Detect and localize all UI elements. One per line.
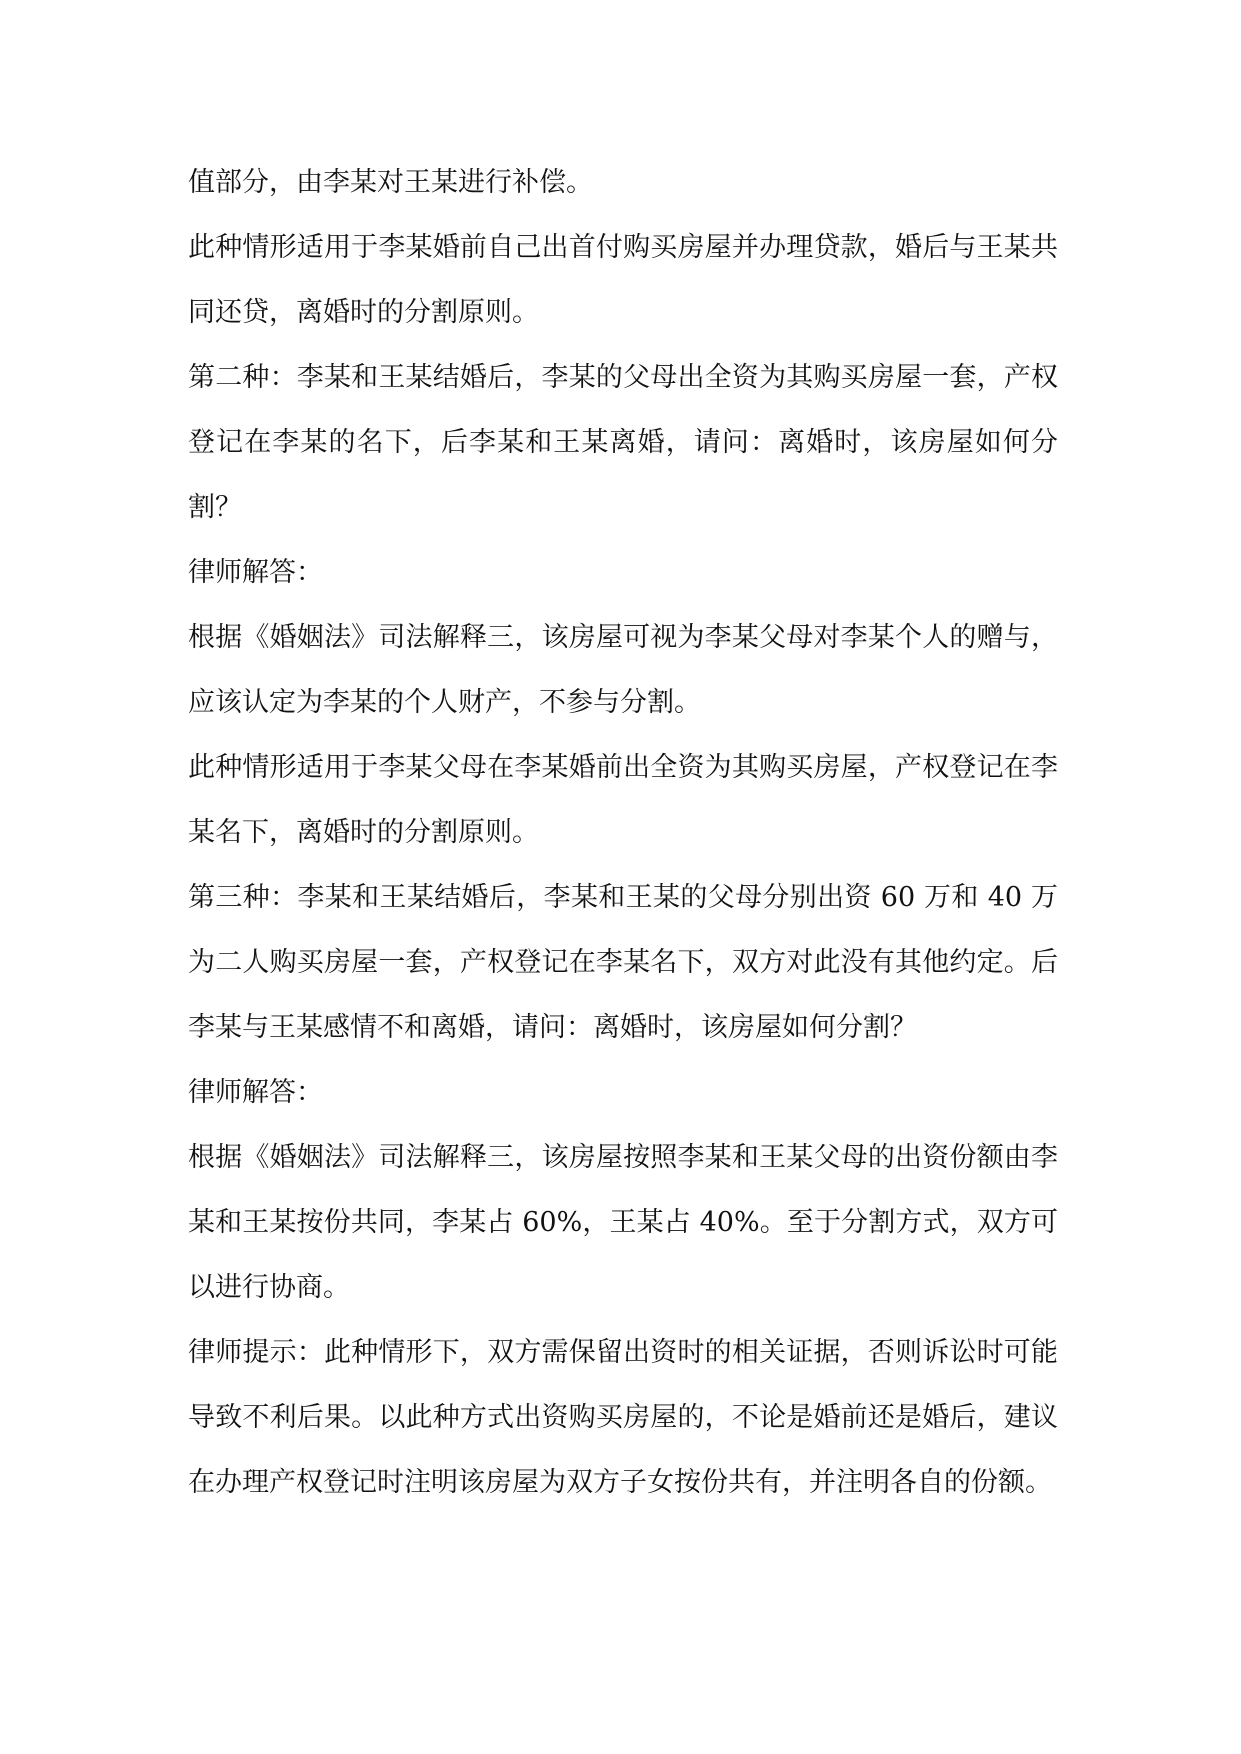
paragraph-case1-applicability: 此种情形适用于李某婚前自己出首付购买房屋并办理贷款，婚后与王某共同还贷，离婚时的分割原则。: [188, 232, 1058, 328]
paragraph-case2-applicability: 此种情形适用于李某父母在李某婚前出全资为其购买房屋，产权登记在李某名下，离婚时的分割原则。: [188, 752, 1058, 848]
paragraph-lawyer-answer-heading: 律师解答：: [188, 1077, 323, 1108]
paragraph-case3-answer: 根据《婚姻法》司法解释三，该房屋按照李某和王某父母的出资份额由李某和王某按份共同，李某占 60%，王某占 40%。至于分割方式，双方可以进行协商。: [188, 1142, 1058, 1303]
document-body: [188, 150, 1058, 1515]
paragraph-case3-question: 第三种：李某和王某结婚后，李某和王某的父母分别出资 60 万和 40 万为二人购买房屋一套，产权登记在李某名下，双方对此没有其他约定。后李某与王某感情不和离婚，请问：离婚时，该房屋如何分割？: [188, 882, 1058, 1043]
paragraph-case2-answer: 根据《婚姻法》司法解释三，该房屋可视为李某父母对李某个人的赠与，应该认定为李某的个人财产，不参与分割。: [188, 622, 1058, 718]
paragraph-lawyer-tip: 律师提示：此种情形下，双方需保留出资时的相关证据，否则诉讼时可能导致不利后果。以此种方式出资购买房屋的，不论是婚前还是婚后，建议在办理产权登记时注明该房屋为双方子女按份共有，并注明各自的份额。: [188, 1337, 1058, 1498]
paragraph-compensation: 值部分，由李某对王某进行补偿。: [188, 167, 593, 198]
paragraph-lawyer-answer-heading: 律师解答：: [188, 557, 323, 588]
paragraph-case2-question: 第二种：李某和王某结婚后，李某的父母出全资为其购买房屋一套，产权登记在李某的名下，后李某和王某离婚，请问：离婚时，该房屋如何分割？: [188, 362, 1058, 523]
